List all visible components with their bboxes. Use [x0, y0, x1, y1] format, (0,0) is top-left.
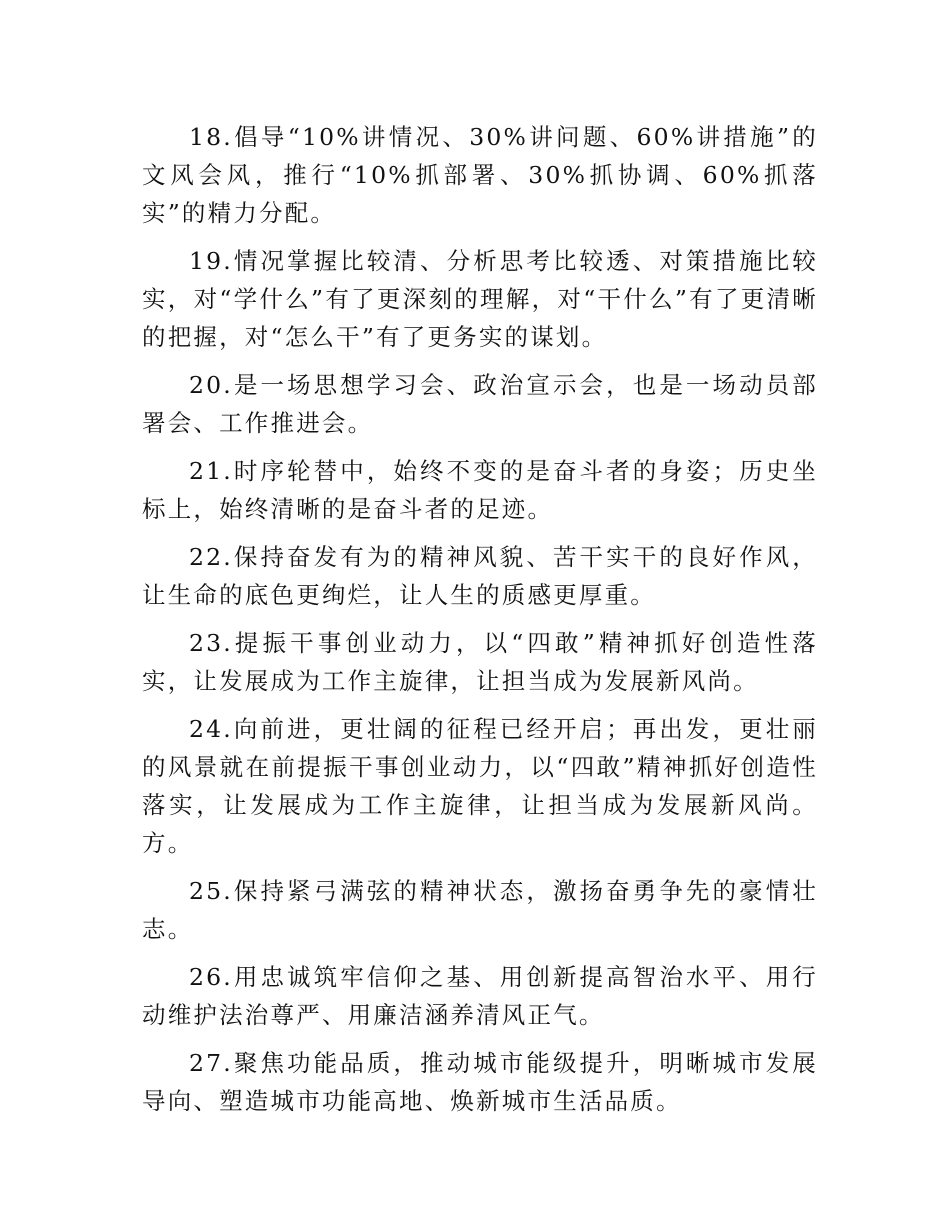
document-body [142, 118, 818, 1130]
paragraph-27: 27.聚焦功能品质，推动城市能级提升，明晰城市发展导向、塑造城市功能高地、焕新城市生活品质。 [142, 1049, 818, 1115]
paragraph-19: 19.情况掌握比较清、分析思考比较透、对策措施比较实，对“学什么”有了更深刻的理解，对“干什么”有了更清晰的把握，对“怎么干”有了更务实的谋划。 [142, 247, 818, 351]
paragraph-25: 25.保持紧弓满弦的精神状态，激扬奋勇争先的豪情壮志。 [142, 877, 818, 943]
paragraph-18: 18.倡导“10%讲情况、30%讲问题、60%讲措施”的文风会风，推行“10%抓部署、30%抓协调、60%抓落实”的精力分配。 [142, 123, 818, 227]
paragraph-26: 26.用忠诚筑牢信仰之基、用创新提高智治水平、用行动维护法治尊严、用廉洁涵养清风正气。 [142, 963, 818, 1029]
paragraph-24: 24.向前进，更壮阔的征程已经开启；再出发，更壮丽的风景就在前提振干事创业动力，以“四敢”精神抓好创造性落实，让发展成为工作主旋律，让担当成为发展新风尚。方。 [142, 715, 818, 857]
paragraph-20: 20.是一场思想学习会、政治宣示会，也是一场动员部署会、工作推进会。 [142, 371, 818, 437]
paragraph-22: 22.保持奋发有为的精神风貌、苦干实干的良好作风，让生命的底色更绚烂，让人生的质感更厚重。 [142, 543, 818, 609]
paragraph-23: 23.提振干事创业动力，以“四敢”精神抓好创造性落实，让发展成为工作主旋律，让担当成为发展新风尚。 [142, 629, 818, 695]
paragraph-21: 21.时序轮替中，始终不变的是奋斗者的身姿；历史坐标上，始终清晰的是奋斗者的足迹。 [142, 457, 818, 523]
